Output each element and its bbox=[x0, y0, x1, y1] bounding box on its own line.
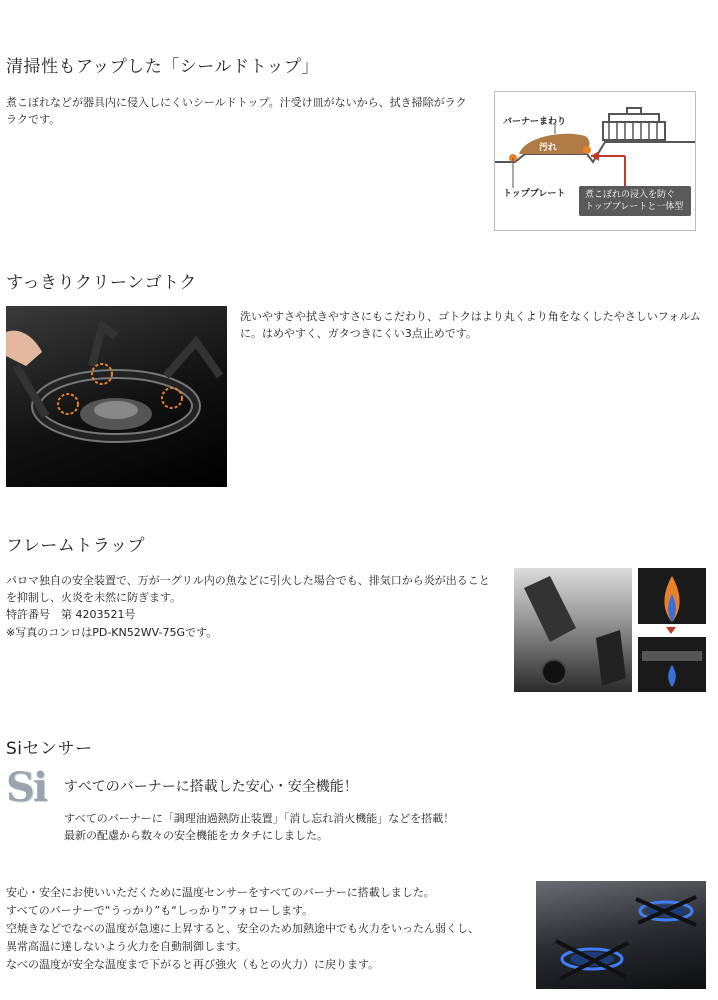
flame-trap-photo bbox=[514, 568, 632, 692]
suppressed-flame-icon bbox=[638, 637, 706, 692]
trivet-illustration bbox=[6, 306, 227, 487]
section1-text: 煮こぼれなどが器具内に侵入しにくいシールドトップ。汁受け皿がないから、拭き掃除がラクラクです。 bbox=[6, 96, 467, 126]
label-burner-area: バーナーまわり bbox=[503, 117, 567, 127]
section3-note: ※写真のコンロはPD-KN52WV-75Gです。 bbox=[6, 626, 218, 639]
section2-title: すっきりクリーンゴトク bbox=[6, 273, 197, 293]
section4-line1: すべてのバーナーに「調理油過熱防止装置」「消し忘れ消火機能」などを搭載！ bbox=[64, 812, 455, 825]
flame-before-photo bbox=[638, 568, 706, 624]
down-arrow-icon bbox=[666, 627, 676, 634]
exhaust-illustration bbox=[514, 568, 632, 692]
section1-title: 清掃性もアップした「シールドトップ」 bbox=[6, 57, 319, 77]
caption-line-2: トップブレートと一体型 bbox=[585, 202, 684, 212]
shield-top-diagram bbox=[494, 91, 696, 231]
flame-after-photo bbox=[638, 637, 706, 692]
section5-line2: すべてのバーナーで“うっかり”も“しっかり”フォローします。 bbox=[6, 904, 314, 917]
label-dirt: 汚れ bbox=[539, 143, 558, 153]
section5-line5: なべの温度が安全な温度まで下がると再び強火（もとの火力）に戻ります。 bbox=[6, 958, 380, 971]
diagram-caption bbox=[579, 186, 691, 216]
section5-line4: 異常高温に達しないよう火力を自動制御します。 bbox=[6, 940, 248, 953]
label-top-plate: トップブレート bbox=[503, 189, 566, 199]
section4-title: Siセンサー bbox=[6, 739, 93, 759]
section3-line1: パロマ独自の安全装置で、万が一グリル内の魚などに引火した場合でも、排気口から炎が出ることを抑制し、火炎を未然に防ぎます。 bbox=[6, 574, 490, 604]
section3-title: フレームトラップ bbox=[6, 536, 145, 556]
flame-icon bbox=[638, 568, 706, 624]
burners-photo bbox=[536, 881, 706, 989]
blue-flame-burners-illustration bbox=[536, 881, 706, 989]
section5-line3: 空焼きなどでなべの温度が急速に上昇すると、安全のため加熱途中でも火力をいったん弱くし、 bbox=[6, 922, 479, 935]
section4-subtitle: すべてのバーナーに搭載した安心・安全機能！ bbox=[64, 779, 358, 795]
section4-line2: 最新の配慮から数々の安全機能をカタチにしました。 bbox=[64, 829, 328, 842]
caption-line-1: 煮こぼれの浸入を防ぐ bbox=[585, 190, 676, 200]
section3-patent: 特許番号 第 4203521号 bbox=[6, 608, 136, 621]
section5-line1: 安心・安全にお使いいただくために温度センサーをすべてのバーナーに搭載しました。 bbox=[6, 886, 435, 899]
section2-text: 洗いやすさや拭きやすさにもこだわり、ゴトクはより丸くより角をなくしたやさしいフォルムに。はめやすく、ガタつきにくい3点止めです。 bbox=[240, 310, 701, 340]
gotoku-photo bbox=[6, 306, 227, 487]
si-logo: Si bbox=[6, 764, 47, 811]
